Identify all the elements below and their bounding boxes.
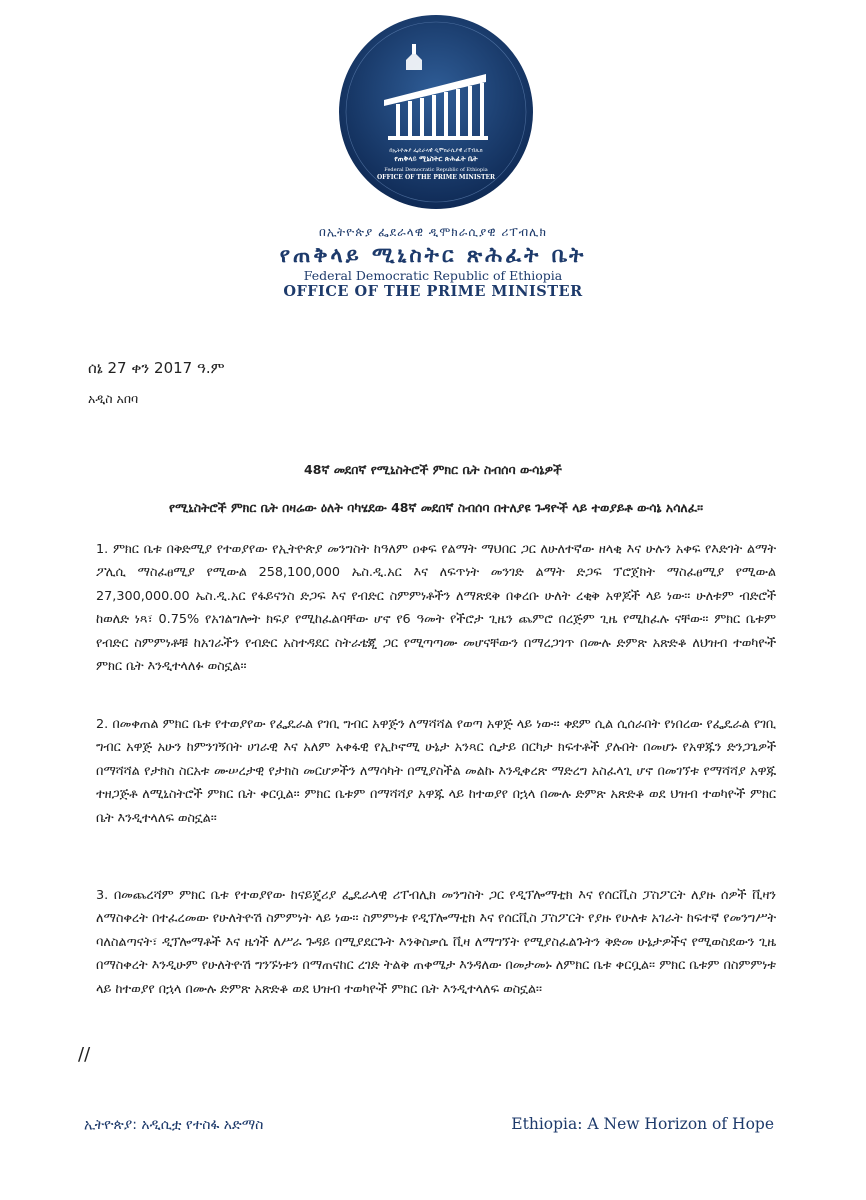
letterhead-office-title: OFFICE OF THE PRIME MINISTER [283,283,583,300]
decision-paragraph-3: 3. በመጨረሻም ምክር ቤቱ የተወያየው ከናይጄሪያ ፌዴራላዊ ሪፐብሊክ መንግስት ጋር የዲፕሎማቲክ እና የሰርቪስ ፓስፖርት ለያዙ ሰዎች ቪዛን ለማስቀረት በተፈረመው የሁለትዮሽ ስምምነት ላይ ነው፡፡ ስምምነቱ የዲፕሎማቲክ እና የሰርቪስ ፓስፖርት የያዙ የሁለቱ አገራት ከፍተኛ የመንግሥት ባለስልጣናት፣ ዲፕሎማቶች እና ዜጎች ለሥራ ጉዳይ በሚያደርጉት እንቅስቃሴ ቪዛ ለማግኘት የሚያስፈልጉትን ቅድመ ሁኔታዎችና የሚወስደውን ጊዜ በማስቀረት እንዲሁም የሁለትዮሽ ግንኙነቱን በማጠናከር ረገድ ትልቅ ጠቀሜታ እንዳለው በመታመኑ ለምክር ቤቱ ቀርቧል፡፡ ምክር ቤቱም በስምምነቱ ላይ ከተወያየ በኋላ በሙሉ ድምጽ አጽድቆ ወደ ህዝብ ተወካዮች ምክር ቤት እንዲተላለፍ ወስኗል፡፡ [96,888,776,997]
seal-english-line1: Federal Democratic Republic of Ethiopia [384,167,488,173]
seal-amharic-line2: የጠቅላይ ሚኒስትር ጽሕፈት ቤት [394,155,478,163]
document-date: ሰኔ 27 ቀን 2017 ዓ.ም [88,359,225,377]
seal-english-line2: OFFICE OF THE PRIME MINISTER [376,174,496,181]
document-intro: የሚኒስትሮች ምክር ቤት በዛሬው ዕለት ባካሄደው 48ኛ መደበኛ ስብሰባ በተለያዩ ጉዳዮች ላይ ተወያይቶ ውሳኔ አሳለፈ፡፡ [168,500,704,515]
document-place: አዲስ አበባ [88,391,139,406]
letterhead-fdre: Federal Democratic Republic of Ethiopia [303,268,563,283]
closing-mark: // [78,1044,91,1065]
decision-paragraph-1: 1. ምክር ቤቱ በቅድሚያ የተወያየው የኢትዮጵያ መንግስት ከዓለም ዐቀፍ የልማት ማህበር ጋር ለሁለተኛው ዘላቂ እና ሁሉን አቀፍ የእድገት ልማት ፖሊሲ ማስፈፀሚያ የሚውል 258,100,000 ኤስ.ዲ.አር እና ለፍጥነት መንገድ ልማት ድጋፍ ፕሮጀክት ማስፈፀሚያ የሚውል 27,300,000.00 ኤስ.ዲ.አር የፋይናንስ ድጋፍ እና የብድር ስምምነቶችን ለማጽደቅ በቀረቡ ሁለት ረቂቅ አዋጆች ላይ ነው፡፡ ሁለቱም ብድሮች ከወለድ ነጻ፣ 0.75% የአገልግሎት ክፍያ የሚከፈልባቸው ሆኖ የ6 ዓመት የችሮታ ጊዜን ጨምሮ በረጅም ጊዜ የሚከፈሉ ናቸው፡፡ ምክር ቤቱም የብድር ስምምነቶቹ ከአገራችን የብድር አስተዳደር ስትራቴጂ ጋር የሚጣጣሙ መሆናቸውን በማረጋገጥ በሙሉ ድምጽ አጽድቆ ለህዝብ ተወካዮች ምክር ቤት እንዲተላለፉ ወስኗል፡፡ [96,542,776,675]
letterhead-amharic-office: የጠቅላይ ሚኒስትር ጽሕፈት ቤት [279,243,587,267]
office-seal-logo [336,12,536,212]
footer-english-slogan: Ethiopia: A New Horizon of Hope [511,1115,774,1133]
footer-amharic-slogan: ኢትዮጵያ: አዲሲቷ የተስፋ አድማስ [84,1117,264,1133]
decision-paragraph-2: 2. በመቀጠል ምክር ቤቱ የተወያየው የፌዴራል የገቢ ግብር አዋጅን ለማሻሻል የወጣ አዋጅ ላይ ነው፡፡ ቀደም ሲል ሲሰራበት የነበረው የፌዴራል የገቢ ግብር አዋጅ አሁን ከምንገኝበት ሀገራዊ እና አለም አቀፋዊ የኢኮኖሚ ሁኔታ አንጻር ሲታይ በርካታ ክፍተቶች ያሉበት በመሆኑ የአዋጁን ድንጋጌዎች በማሻሻል የታክስ ስርአቱ ሙሠረታዊ የታክስ መርሆዎችን ለማሳካት በሚያስችል መልኩ እንዲቀረጽ ማድረግ አስፈላጊ ሆኖ በመገኘቱ የማሻሻያ አዋጁ ተዘጋጅቶ ለሚኒስትሮች ምክር ቤት ቀርቧል፡፡ ምክር ቤቱም በማሻሻያ አዋጁ ላይ ከተወያየ በኋላ በሙሉ ድምጽ አጽድቆ ወደ ህዝብ ተወካዮች ምክር ቤት እንዲተላለፍ ወስኗል፡፡ [96,717,776,826]
document-title: 48ኛ መደበኛ የሚኒስትሮች ምክር ቤት ስብሰባ ውሳኔዎች [304,462,562,477]
seal-amharic-line1: በኢትዮጵያ ፌዴራላዊ ዲሞክራሲያዊ ሪፐብሊክ [389,148,483,154]
letterhead-amharic-country: በኢትዮጵያ ፌደራላዊ ዲሞክራሲያዊ ሪፐብሊክ [319,225,547,239]
